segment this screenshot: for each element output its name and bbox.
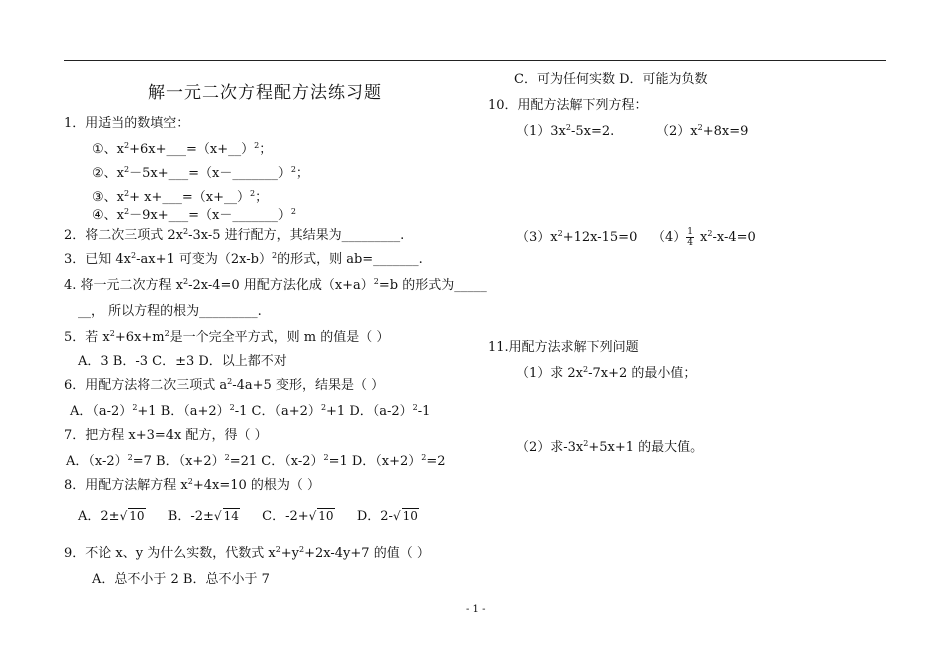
- q8: 8．用配方法解方程 $x^2+4x=10$ 的根为（ ）: [64, 477, 321, 493]
- q5-options: A．3 B．-3 C．±3 D．以上都不对: [78, 354, 287, 369]
- q10-part-3: $(3)x^2+12x-15=0$: [516, 229, 638, 245]
- q11-part-1: （1）求 $2x^2-7x+2$ 的最小值；: [516, 365, 697, 381]
- q4: 4. 将一元二次方程 $x^2-2x-4=0$ 用配方法化成$(x+a)^2=b$ 的形式为_____: [64, 277, 487, 293]
- q1-item-d: ④、$x^2-9x+\_\_\_=(x-\_\_\_\_\_\_\_)^2$: [92, 207, 296, 223]
- q9: 9．不论 x、y 为什么实数，代数式 $x^2+y^2+2x-4y+7$ 的值（ ）: [64, 545, 430, 561]
- sqrt-14: √ 14: [213, 509, 239, 523]
- q10-part-2: $(2)x^2+8x=9$: [656, 123, 749, 139]
- q4-continued: __， 所以方程的根为_________.: [78, 304, 262, 319]
- q1-item-b: ②、$x^2-5x+\_\_\_=(x-\_\_\_\_\_\_\_)^2$；: [92, 165, 309, 181]
- page-number: - 1 -: [466, 604, 486, 615]
- q1-stem: 1．用适当的数填空：: [64, 116, 190, 131]
- q5: 5．若 $x^2+6x+m^2$是一个完全平方式，则 m 的值是（ ）: [64, 329, 390, 345]
- sqrt-10-a: √ 10: [119, 509, 145, 523]
- q11-part-2: （2）求$-3x^2+5x+1$ 的最大值。: [516, 439, 704, 455]
- sqrt-10-c: √ 10: [308, 509, 334, 523]
- fraction-one-quarter: $\frac{1}{4}$: [687, 227, 694, 248]
- q9-options-cd: C．可为任何实数 D．可能为负数: [514, 72, 708, 87]
- q8-options: A．2±√ 10 B．-2±√ 14 C．-2+√ 10 D．2-√ 10: [78, 506, 419, 527]
- worksheet-title: 解一元二次方程配方法练习题: [148, 83, 382, 103]
- q10-part-1: $(1)3x^2-5x=2$.: [516, 123, 615, 139]
- q9-options-ab: A．总不小于 2 B．总不小于 7: [92, 572, 270, 587]
- q10-part-4: （4） $\frac{1}{4}$ $x^2-x-4=0$: [652, 227, 756, 248]
- q2: 2．将二次三项式 $2x^2-3x-5$ 进行配方，其结果为_________.: [64, 227, 405, 243]
- header-rule: [64, 60, 886, 61]
- q1-item-a: ①、$x^2+6x+\_\_\_=(x+\_\_)^2$；: [92, 141, 273, 157]
- q1-item-c: ③、$x^2+$ x+___=（x+__）$^2$；: [92, 189, 269, 205]
- q3: 3．已知 $4x^2-ax+1$ 可变为$(2x-b)^2$的形式，则 ab=_______.: [64, 251, 423, 267]
- q6: 6．用配方法将二次三项式 $a^2-4a+5$ 变形，结果是（ ）: [64, 377, 385, 393]
- sqrt-10-d: √ 10: [392, 509, 418, 523]
- q11-stem: 11.用配方法求解下列问题: [488, 340, 639, 355]
- q6-options: A．$(a-2)^2+1$ B．$(a+2)^2-1$ C．$(a+2)^2+1$ D．$(a-2)^2-1$: [70, 403, 431, 419]
- q7-options: A．$(x-2)^2=7$ B．$(x+2)^2=21$ C．$(x-2)^2=1$ D．$(x+2)^2=2$: [66, 453, 446, 469]
- q10-stem: 10．用配方法解下列方程：: [488, 98, 648, 113]
- q7: 7．把方程 x+3=4x 配方，得（ ）: [64, 428, 268, 443]
